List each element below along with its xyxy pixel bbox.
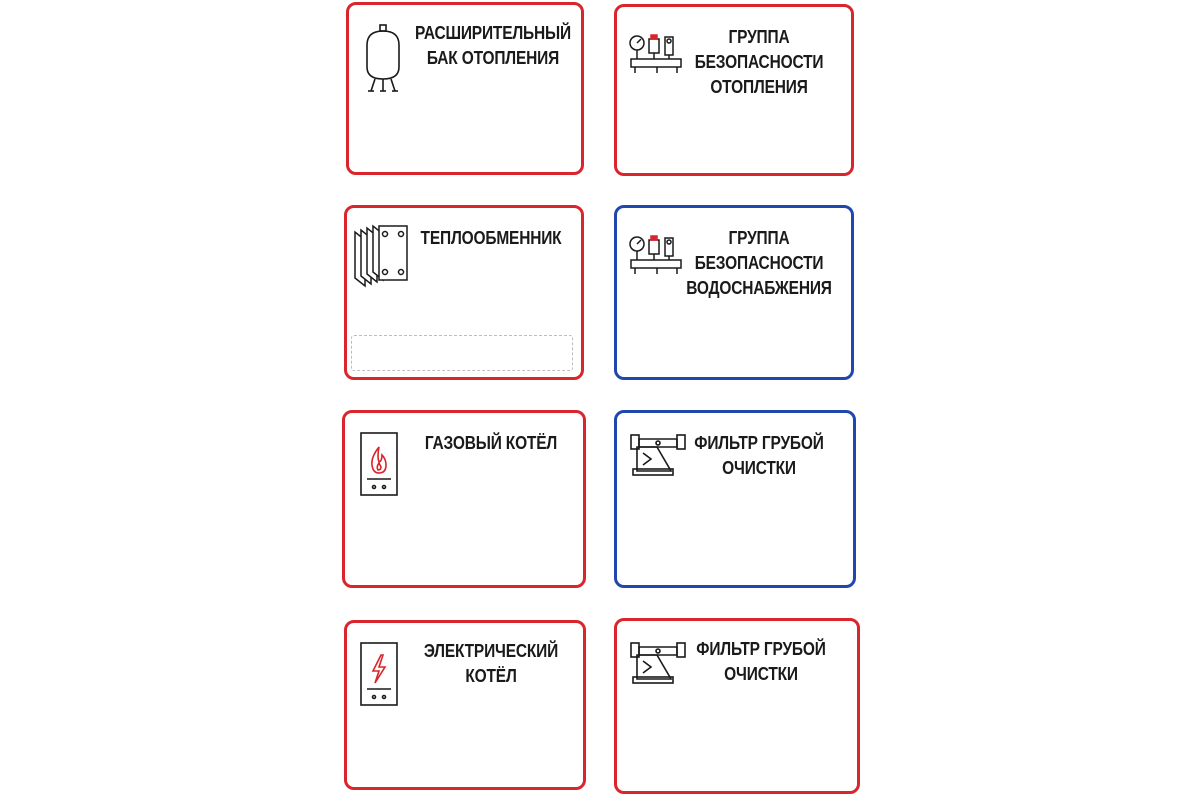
label-card-electric-boiler bbox=[344, 620, 586, 790]
label-card-water-safety-group bbox=[614, 205, 854, 380]
heat-exchanger-icon bbox=[353, 222, 411, 288]
gas-boiler-icon bbox=[359, 431, 399, 497]
label-title: ГРУППА БЕЗОПАСНОСТИ ОТОПЛЕНИЯ bbox=[694, 27, 824, 97]
label-title: ЭЛЕКТРИЧЕСКИЙ КОТЁЛ bbox=[423, 641, 559, 686]
label-title: ФИЛЬТР ГРУБОЙ ОЧИСТКИ bbox=[696, 639, 826, 684]
electric-boiler-icon bbox=[359, 641, 399, 707]
label-title: ФИЛЬТР ГРУБОЙ ОЧИСТКИ bbox=[694, 433, 824, 478]
label-card-heating-safety-group bbox=[614, 4, 854, 176]
label-card-gas-boiler bbox=[342, 410, 586, 588]
safety-group-icon bbox=[629, 33, 685, 75]
label-card-expansion-tank bbox=[346, 2, 584, 175]
strainer-filter-icon bbox=[629, 639, 687, 685]
label-card-coarse-filter bbox=[614, 618, 860, 794]
writing-field bbox=[351, 335, 573, 371]
safety-group-icon bbox=[629, 234, 685, 276]
label-card-coarse-filter bbox=[614, 410, 856, 588]
label-title: ГРУППА БЕЗОПАСНОСТИ ВОДОСНАБЖЕНИЯ bbox=[686, 228, 832, 298]
label-title: ГАЗОВЫЙ КОТЁЛ bbox=[424, 433, 558, 453]
label-title: РАСШИРИТЕЛЬНЫЙ БАК ОТОПЛЕНИЯ bbox=[415, 23, 571, 68]
expansion-tank-icon bbox=[363, 23, 403, 95]
label-card-heat-exchanger bbox=[344, 205, 584, 380]
strainer-filter-icon bbox=[629, 431, 687, 477]
label-title: ТЕПЛООБМЕННИК bbox=[420, 228, 562, 248]
